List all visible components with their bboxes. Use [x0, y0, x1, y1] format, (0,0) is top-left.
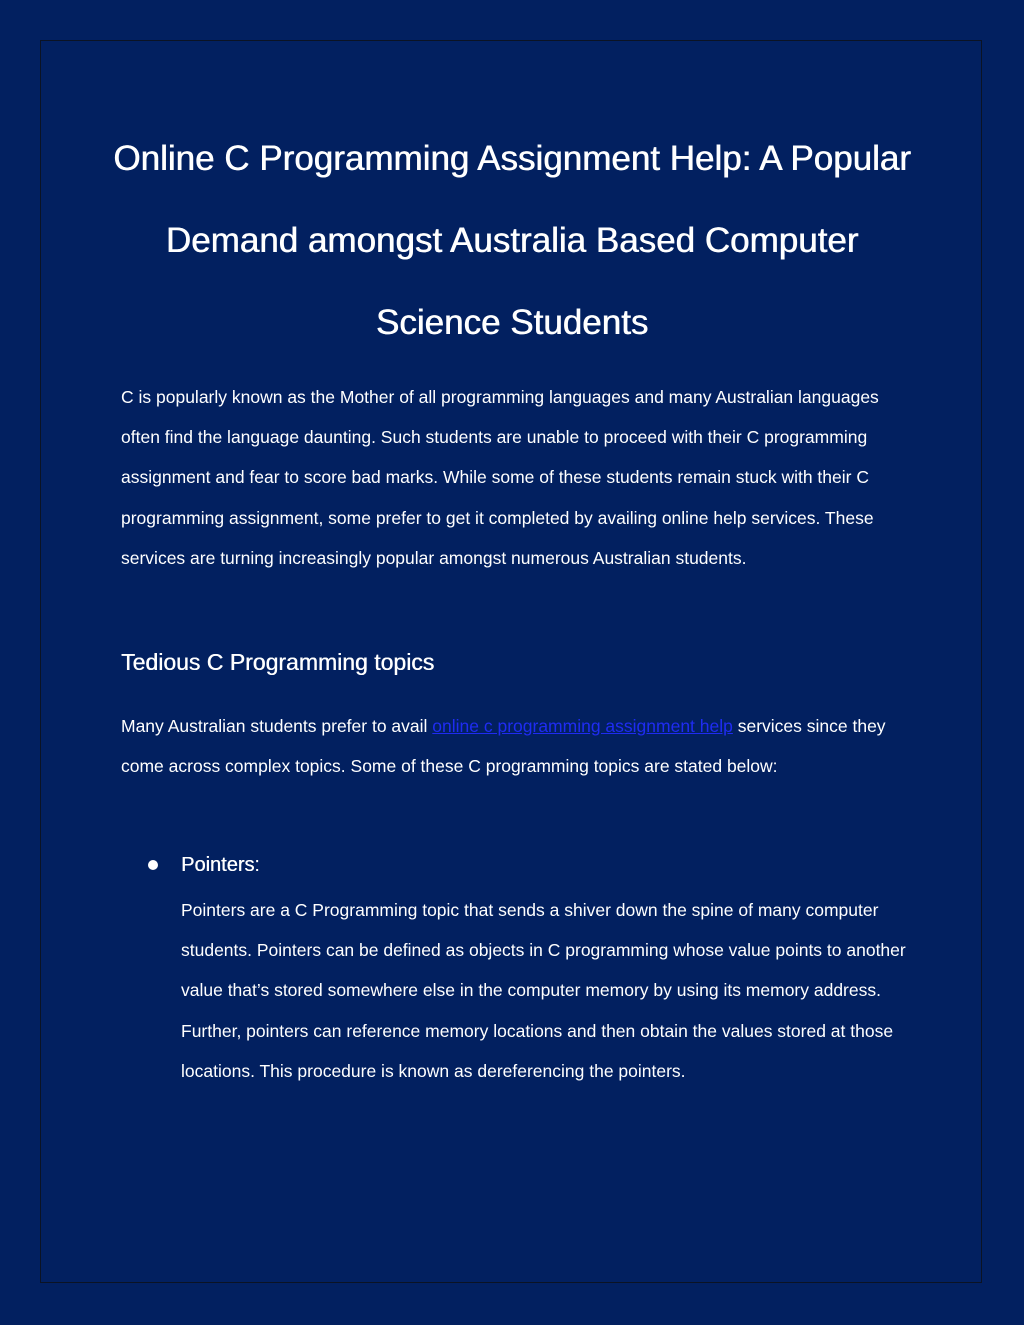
section-text-after-link: services since they come across complex topics. Some of these C programming topics are stated below: [121, 716, 886, 777]
section-paragraph [121, 706, 911, 786]
assignment-help-link[interactable]: online c programming assignment help [432, 716, 733, 736]
section-text-before-link: Many Australian students prefer to avail [121, 716, 433, 736]
bullet-heading [181, 849, 260, 881]
intro-paragraph: C is popularly known as the Mother of all programming languages and many Australian languages often find the language daunting. Such students are unable to proceed with their C programming assignment and fear to score bad marks. While some of these students remain stuck with their C programming assignment, some prefer to get it completed by availing online help services. These services are turning increasingly popular amongst numerous Australian students. [121, 387, 879, 568]
bullet-icon [148, 860, 158, 870]
bullet-body: Pointers are a C Programming topic that sends a shiver down the spine of many computer students. Pointers can be defined as objects in C programming whose value points to another value that’s stored somewhere else in the computer memory by using its memory address. Further, pointers can reference memory locations and then obtain the values stored at those locations. This procedure is known as dereferencing the pointers. [181, 900, 906, 1081]
document-title: Online C Programming Assignment Help: A Popular Demand amongst Australia Based Computer Science Students [113, 139, 911, 342]
bullet-title: Pointers [181, 854, 255, 876]
section-heading: Tedious C Programming topics [121, 649, 435, 675]
bullet-title-suffix: : [254, 854, 260, 876]
